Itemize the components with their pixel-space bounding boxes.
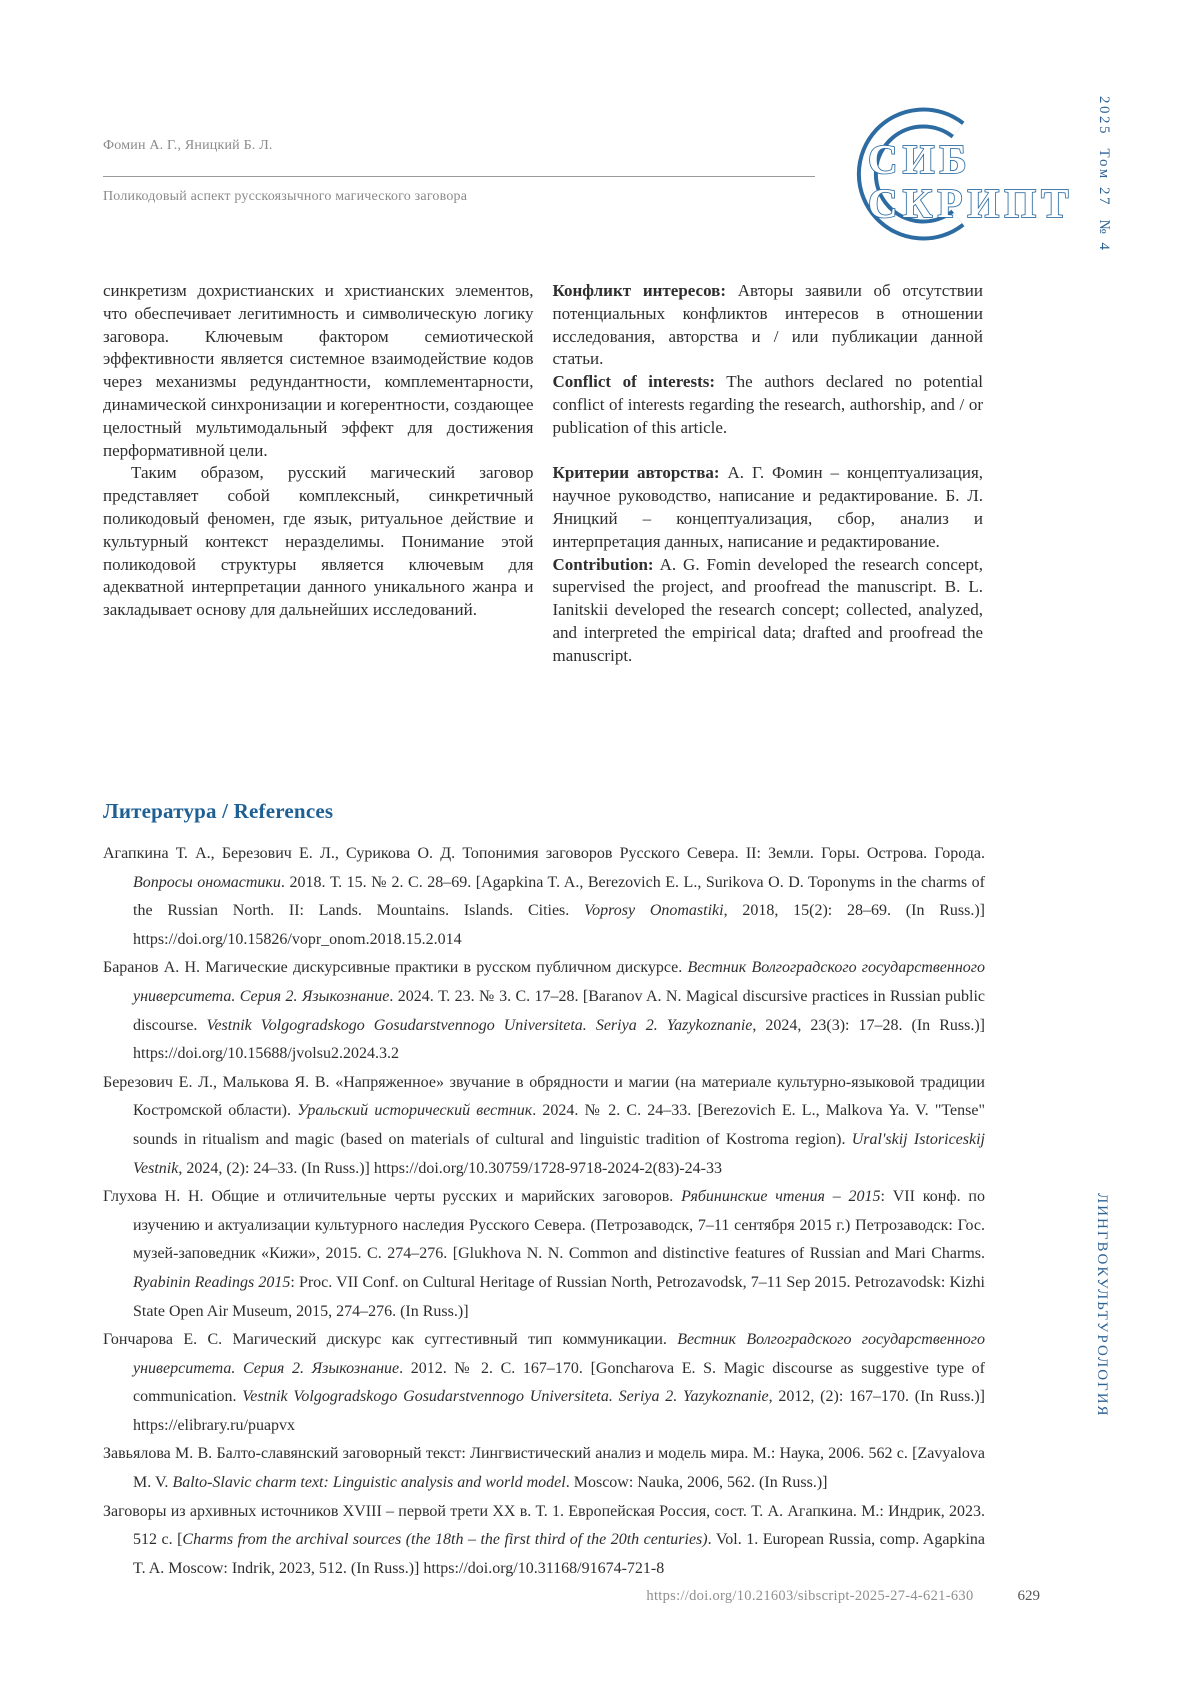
page-header-running-title: Поликодовый аспект русскоязычного магического заговора <box>103 189 468 204</box>
section-name-vertical: ЛИНГВОКУЛЬТУРОЛОГИЯ <box>1094 1193 1110 1418</box>
sibscript-logo <box>828 96 1072 248</box>
paragraph-lead: Критерии авторства: <box>552 463 720 483</box>
paragraph-lead: Contribution: <box>552 554 654 574</box>
contribution-ru <box>553 462 984 553</box>
reference-item: Березович Е. Л., Малькова Я. В. «Напряженное» звучание в обрядности и магии (на материале культурно-языковой традиции Костромской области). Уральский исторический вестник. 2024. № 2. С. 24–33. [Berezovich E. L., Malkova Ya. V. "Tense" sounds in ritualism and magic (based on materials of cultural and linguistic tradition of Kostroma region). Ural'skij Istoriceskij Vestnik, 2024, (2): 24–33. (In Russ.)] https://doi.org/10.30759/1728-9718-2024-2(83)-24-33 <box>103 1073 985 1177</box>
reference-item: Завьялова М. В. Балто-славянский заговорный текст: Лингвистический анализ и модель мира. М.: Наука, 2006. 562 с. [Zavyalova M. V. Balto-Slavic charm text: Linguistic analysis and world model. Moscow: Nauka, 2006, 562. (In Russ.)] <box>103 1445 985 1492</box>
reference-item: Заговоры из архивных источников XVIII – первой трети XX в. Т. 1. Европейская Россия, сост. Т. А. Агапкина. М.: Индрик, 2023. 512 с. [Charms from the archival sources (the 18th – the first third of the 20th centuries). Vol. 1. European Russia, comp. Agapkina T. A. Moscow: Indrik, 2023, 512. (In Russ.)] https://doi.org/10.31168/91674-721-8 <box>103 1502 986 1577</box>
closing-section-columns <box>103 280 983 668</box>
conclusion-paragraph: Таким образом, русский магический заговор представляет собой комплексный, синкретичный поликодовый феномен, где язык, ритуальное действие и культурный контекст неразделимы. Понимание этой поликодовой структуры является ключевым для адекватной интерпретации данного уникального жанра и закладывает основу для дальнейших исследований. <box>103 463 534 620</box>
page-number: 629 <box>1017 1588 1040 1604</box>
paragraph-lead: Конфликт интересов: <box>552 281 726 300</box>
conclusion-paragraph: синкретизм дохристианских и христианских элементов, что обеспечивает легитимность и символическую логику заговора. Ключевым фактором семиотической эффективности является системное взаимодействие кодов через механизмы редундантности, комплементарности, динамической синхронизации и когерентности, создающее целостный мультимодальный эффект для достижения перформативной цели. <box>103 281 534 460</box>
logo-text-script: СКРИПТ <box>868 180 1072 226</box>
paragraph-text: A. G. Fomin developed the research concept, supervised the project, and proofread the manuscript. B. L. Ianitskii developed the research concept; collected, analyzed, and interpreted the empirical data; drafted and proofread the manuscript. <box>552 554 983 665</box>
right-column <box>553 280 984 668</box>
paragraph-text: The authors declared no potential conflict of interests regarding the research, authorship, and / or publication of this article. <box>552 372 983 437</box>
paragraph-lead: Conflict of interests: <box>552 372 716 392</box>
sibscript-logo-icon <box>828 96 1072 248</box>
reference-item: Гончарова Е. С. Магический дискурс как суггестивный тип коммуникации. Вестник Волгоградского государственного университета. Серия 2. Языкознание. 2012. № 2. С. 167–170. [Goncharova E. S. Magic discourse as suggestive type of communication. Vestnik Volgogradskogo Gosudarstvennogo Universiteta. Seriya 2. Yazykoznanie, 2012, (2): 167–170. (In Russ.)] https://elibrary.ru/puapvx <box>103 1331 986 1434</box>
paragraph-text: А. Г. Фомин – концептуализация, научное руководство, написание и редактирование. Б. Л. Яницкий – концептуализация, сбор, анализ и интерпретация данных, написание и редактирование. <box>552 463 984 551</box>
article-doi: https://doi.org/10.21603/sibscript-2025-27-4-621-630 <box>646 1588 974 1604</box>
reference-item: Глухова Н. Н. Общие и отличительные черты русских и марийских заговоров. Рябининские чтения – 2015: VII конф. по изучению и актуализации культурного наследия Русского Севера. (Петрозаводск, 7–11 сентября 2015 г.) Петрозаводск: Гос. музей-заповедник «Кижи», 2015. С. 274–276. [Glukhova N. N. Common and distinctive features of Russian and Mari Charms. Ryabinin Readings 2015: Proc. VII Conf. on Cultural Heritage of Russian North, Petrozavodsk, 7–11 Sep 2015. Petrozavodsk: Kizhi State Open Air Museum, 2015, 274–276. (In Russ.)] <box>103 1188 986 1320</box>
logo-text-sib: СИБ <box>868 136 972 182</box>
paragraph-text: Авторы заявили об отсутствии потенциальных конфликтов интересов в отношении исследования, авторства и / или публикации данной статьи. <box>552 281 983 369</box>
issue-info-vertical: 2025 Том 27 № 4 <box>1096 96 1112 253</box>
header-divider <box>103 176 815 177</box>
conflict-of-interests-ru <box>553 280 984 371</box>
left-column <box>103 280 534 668</box>
reference-list <box>103 840 985 1583</box>
reference-item: Баранов А. Н. Магические дискурсивные практики в русском публичном дискурсе. Вестник Волгоградского государственного университета. Серия 2. Языкознание. 2024. Т. 23. № 3. С. 17–28. [Baranov A. N. Magical discursive practices in Russian public discourse. Vestnik Volgogradskogo Gosudarstvennogo Universiteta. Seriya 2. Yazykoznanie, 2024, 23(3): 17–28. (In Russ.)] https://doi.org/10.15688/jvolsu2.2024.3.2 <box>103 959 986 1063</box>
reference-item: Агапкина Т. А., Березович Е. Л., Сурикова О. Д. Топонимия заговоров Русского Севера. II: Земли. Горы. Острова. Города. Вопросы ономастики. 2018. Т. 15. № 2. С. 28–69. [Agapkina T. A., Berezovich E. L., Surikova O. D. Toponyms in the charms of the Russian North. II: Lands. Mountains. Islands. Cities. Voprosy Onomastiki, 2018, 15(2): 28–69. (In Russ.)] https://doi.org/10.15826/vopr_onom.2018.15.2.014 <box>103 845 986 948</box>
contribution-en <box>553 554 984 668</box>
conflict-of-interests-en <box>553 371 984 439</box>
references-heading: Литература / References <box>103 799 334 823</box>
page-header-authors: Фомин А. Г., Яницкий Б. Л. <box>103 138 273 153</box>
page-footer <box>103 1588 1040 1605</box>
